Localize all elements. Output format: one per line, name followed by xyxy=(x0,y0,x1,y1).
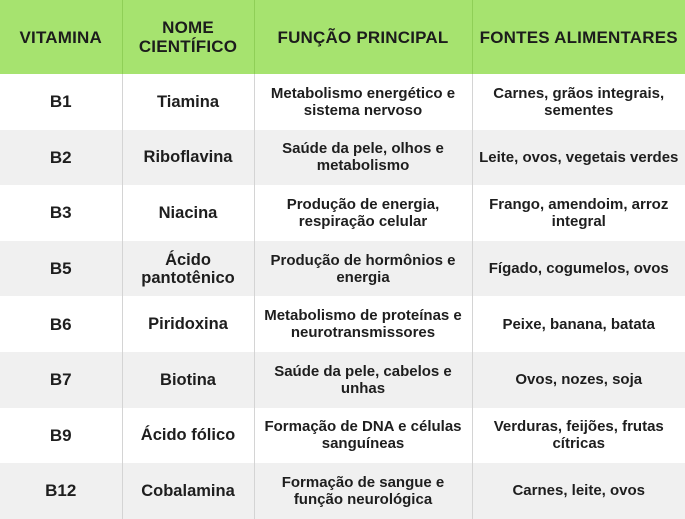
function-cell: Formação de sangue e função neurológica xyxy=(254,463,472,519)
table-body xyxy=(0,74,685,519)
function-cell: Saúde da pele, olhos e metabolismo xyxy=(254,130,472,186)
table-row xyxy=(0,352,685,408)
header-main-function: FUNÇÃO PRINCIPAL xyxy=(254,0,472,74)
header-vitamin: VITAMINA xyxy=(0,0,122,74)
scientific-name-cell: Niacina xyxy=(122,185,254,241)
sources-cell: Carnes, grãos integrais, sementes xyxy=(472,74,685,130)
sources-cell: Ovos, nozes, soja xyxy=(472,352,685,408)
function-cell: Produção de energia, respiração celular xyxy=(254,185,472,241)
table-row xyxy=(0,241,685,297)
scientific-name-cell: Riboflavina xyxy=(122,130,254,186)
table-row xyxy=(0,130,685,186)
header-row xyxy=(0,0,685,74)
sources-cell: Verduras, feijões, frutas cítricas xyxy=(472,408,685,464)
function-cell: Formação de DNA e células sanguíneas xyxy=(254,408,472,464)
scientific-name-cell: Piridoxina xyxy=(122,296,254,352)
vitamin-cell: B9 xyxy=(49,425,72,445)
header-scientific-name: NOME CIENTÍFICO xyxy=(122,0,254,74)
vitamin-cell: B1 xyxy=(49,92,72,112)
scientific-name-cell: Ácido pantotênico xyxy=(122,241,254,297)
vitamin-cell: B5 xyxy=(0,241,122,297)
table-row xyxy=(0,408,685,464)
vitamin-cell: B2 xyxy=(0,130,122,186)
scientific-name-cell: Tiamina xyxy=(122,74,254,130)
sources-cell: Frango, amendoim, arroz integral xyxy=(472,185,685,241)
function-cell: Metabolismo energético e sistema nervoso xyxy=(254,74,472,130)
table-row xyxy=(0,74,685,130)
table-row xyxy=(0,463,685,519)
sources-cell: Fígado, cogumelos, ovos xyxy=(472,241,685,297)
table-header xyxy=(0,0,685,74)
table-row xyxy=(0,185,685,241)
table-row xyxy=(0,296,685,352)
scientific-name-cell: Ácido fólico xyxy=(122,408,254,464)
function-cell: Saúde da pele, cabelos e unhas xyxy=(254,352,472,408)
function-cell: Metabolismo de proteínas e neurotransmissores xyxy=(254,296,472,352)
function-cell: Produção de hormônios e energia xyxy=(254,241,472,297)
scientific-name-cell: Cobalamina xyxy=(122,463,254,519)
vitamin-cell: B3 xyxy=(49,203,72,223)
vitamin-cell: B6 xyxy=(49,314,72,334)
vitamin-cell: B12 xyxy=(0,463,122,519)
sources-cell: Leite, ovos, vegetais verdes xyxy=(472,130,685,186)
vitamin-cell: B7 xyxy=(0,352,122,408)
header-food-sources: FONTES ALIMENTARES xyxy=(472,0,685,74)
scientific-name-cell: Biotina xyxy=(122,352,254,408)
sources-cell: Carnes, leite, ovos xyxy=(472,463,685,519)
sources-cell: Peixe, banana, batata xyxy=(472,296,685,352)
